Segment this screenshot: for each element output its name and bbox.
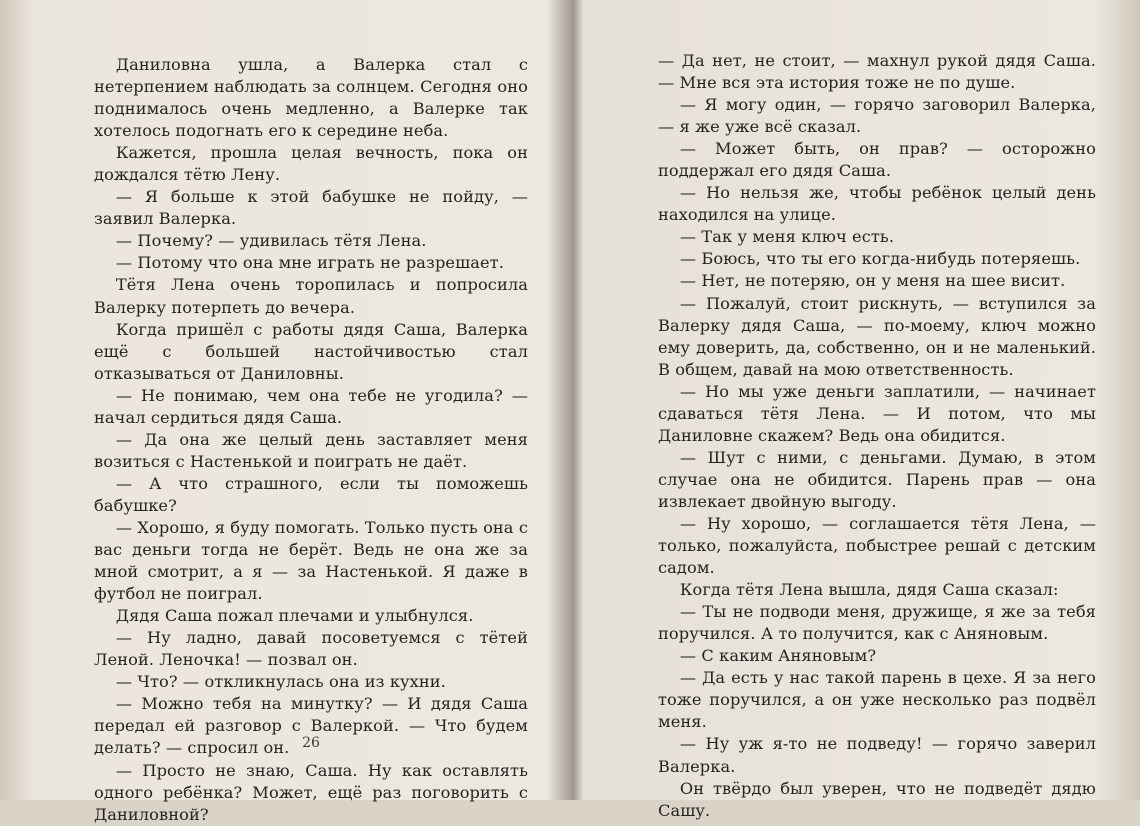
- paragraph: — Да она же целый день заставляет меня возиться с Настенькой и поиграть не даёт.: [94, 429, 528, 471]
- paragraph: — Просто не знаю, Саша. Ну как оставлять одного ребёнка? Может, ещё раз поговорить с Даниловной?: [94, 760, 528, 824]
- paragraph: — Хорошо, я буду помогать. Только пусть она с вас деньги тогда не берёт. Ведь не она же за мной смотрит, а я — за Настенькой. Я даже в футбол не поиграл.: [94, 517, 528, 604]
- paragraph-continuation: — Да нет, не стоит, — махнул рукой дядя Саша. — Мне вся эта история тоже не по душе.: [658, 51, 1096, 93]
- paragraph: — Ну ладно, давай посоветуемся с тётей Леной. Леночка! — позвал он.: [94, 628, 528, 670]
- paragraph: — Пожалуй, стоит рискнуть, — вступился за Валерку дядя Саша, — по-моему, ключ можно ему доверить, да, собственно, он и не маленький. В общем, давай на мою ответственность.: [658, 293, 1096, 379]
- paragraph: — Не понимаю, чем она тебе не угодила? — начал сердиться дядя Саша.: [94, 385, 528, 427]
- paragraph: — Я могу один, — горячо заговорил Валерка, — я же уже всё сказал.: [658, 95, 1096, 137]
- paragraph: — Я больше к этой бабушке не пойду, — заявил Валерка.: [94, 187, 528, 229]
- paragraph: — Можно тебя на минутку? — И дядя Саша передал ей разговор с Валеркой. — Что будем делать? — спросил он.: [94, 694, 528, 758]
- page-number: 26: [302, 735, 320, 751]
- right-page-text: [658, 50, 1096, 822]
- paragraph: — Потому что она мне играть не разрешает.: [115, 253, 504, 273]
- paragraph: — Шут с ними, с деньгами. Думаю, в этом случае она не обидится. Парень прав — она извлекает двойную выгоду.: [658, 447, 1096, 511]
- paragraph: — С каким Аняновым?: [679, 646, 877, 666]
- paragraph: — Ты не подводи меня, дружище, я же за тебя поручился. А то получится, как с Аняновым.: [658, 602, 1096, 644]
- paragraph: — Но нельзя же, чтобы ребёнок целый день находился на улице.: [658, 183, 1096, 225]
- paragraph: — Но мы уже деньги заплатили, — начинает сдаваться тётя Лена. — И потом, что мы Даниловне скажем? Ведь она обидится.: [658, 381, 1096, 445]
- paragraph: — А что страшного, если ты поможешь бабушке?: [94, 473, 528, 515]
- paragraph: — Ну уж я-то не подведу! — горячо заверил Валерка.: [658, 734, 1096, 776]
- paragraph: — Ну хорошо, — соглашается тётя Лена, — только, пожалуйста, побыстрее решай с детским садом.: [658, 513, 1096, 578]
- paragraph: — Так у меня ключ есть.: [679, 227, 895, 247]
- paragraph: — Почему? — удивилась тётя Лена.: [115, 231, 427, 251]
- paragraph: Даниловна ушла, а Валерка стал с нетерпением наблюдать за солнцем. Сегодня оно поднималось очень медленно, а Валерке так хотелось подогнать его к середине неба.: [94, 55, 528, 141]
- paragraph: Тётя Лена очень торопилась и попросила Валерку потерпеть до вечера.: [94, 275, 528, 317]
- paragraph: — Нет, не потеряю, он у меня на шее висит.: [679, 271, 1066, 291]
- paragraph: — Да есть у нас такой парень в цехе. Я за него тоже поручился, а он уже несколько раз подвёл меня.: [658, 668, 1096, 732]
- paragraph: Когда тётя Лена вышла, дядя Саша сказал:: [679, 580, 1059, 600]
- paragraph: Кажется, прошла целая вечность, пока он дождался тётю Лену.: [94, 143, 528, 185]
- paragraph: — Может быть, он прав? — осторожно поддержал его дядя Саша.: [658, 139, 1096, 181]
- paragraph: Дядя Саша пожал плечами и улыбнулся.: [115, 606, 474, 626]
- left-page-text: [94, 54, 528, 826]
- paragraph: — Боюсь, что ты его когда-нибудь потеряешь.: [679, 249, 1081, 269]
- paragraph: — Что? — откликнулась она из кухни.: [115, 672, 446, 692]
- right-page: [578, 0, 1140, 820]
- paragraph: Когда пришёл с работы дядя Саша, Валерка ещё с большей настойчивостью стал отказываться от Даниловны.: [94, 319, 528, 383]
- paragraph: Он твёрдо был уверен, что не подведёт дядю Сашу.: [658, 778, 1096, 820]
